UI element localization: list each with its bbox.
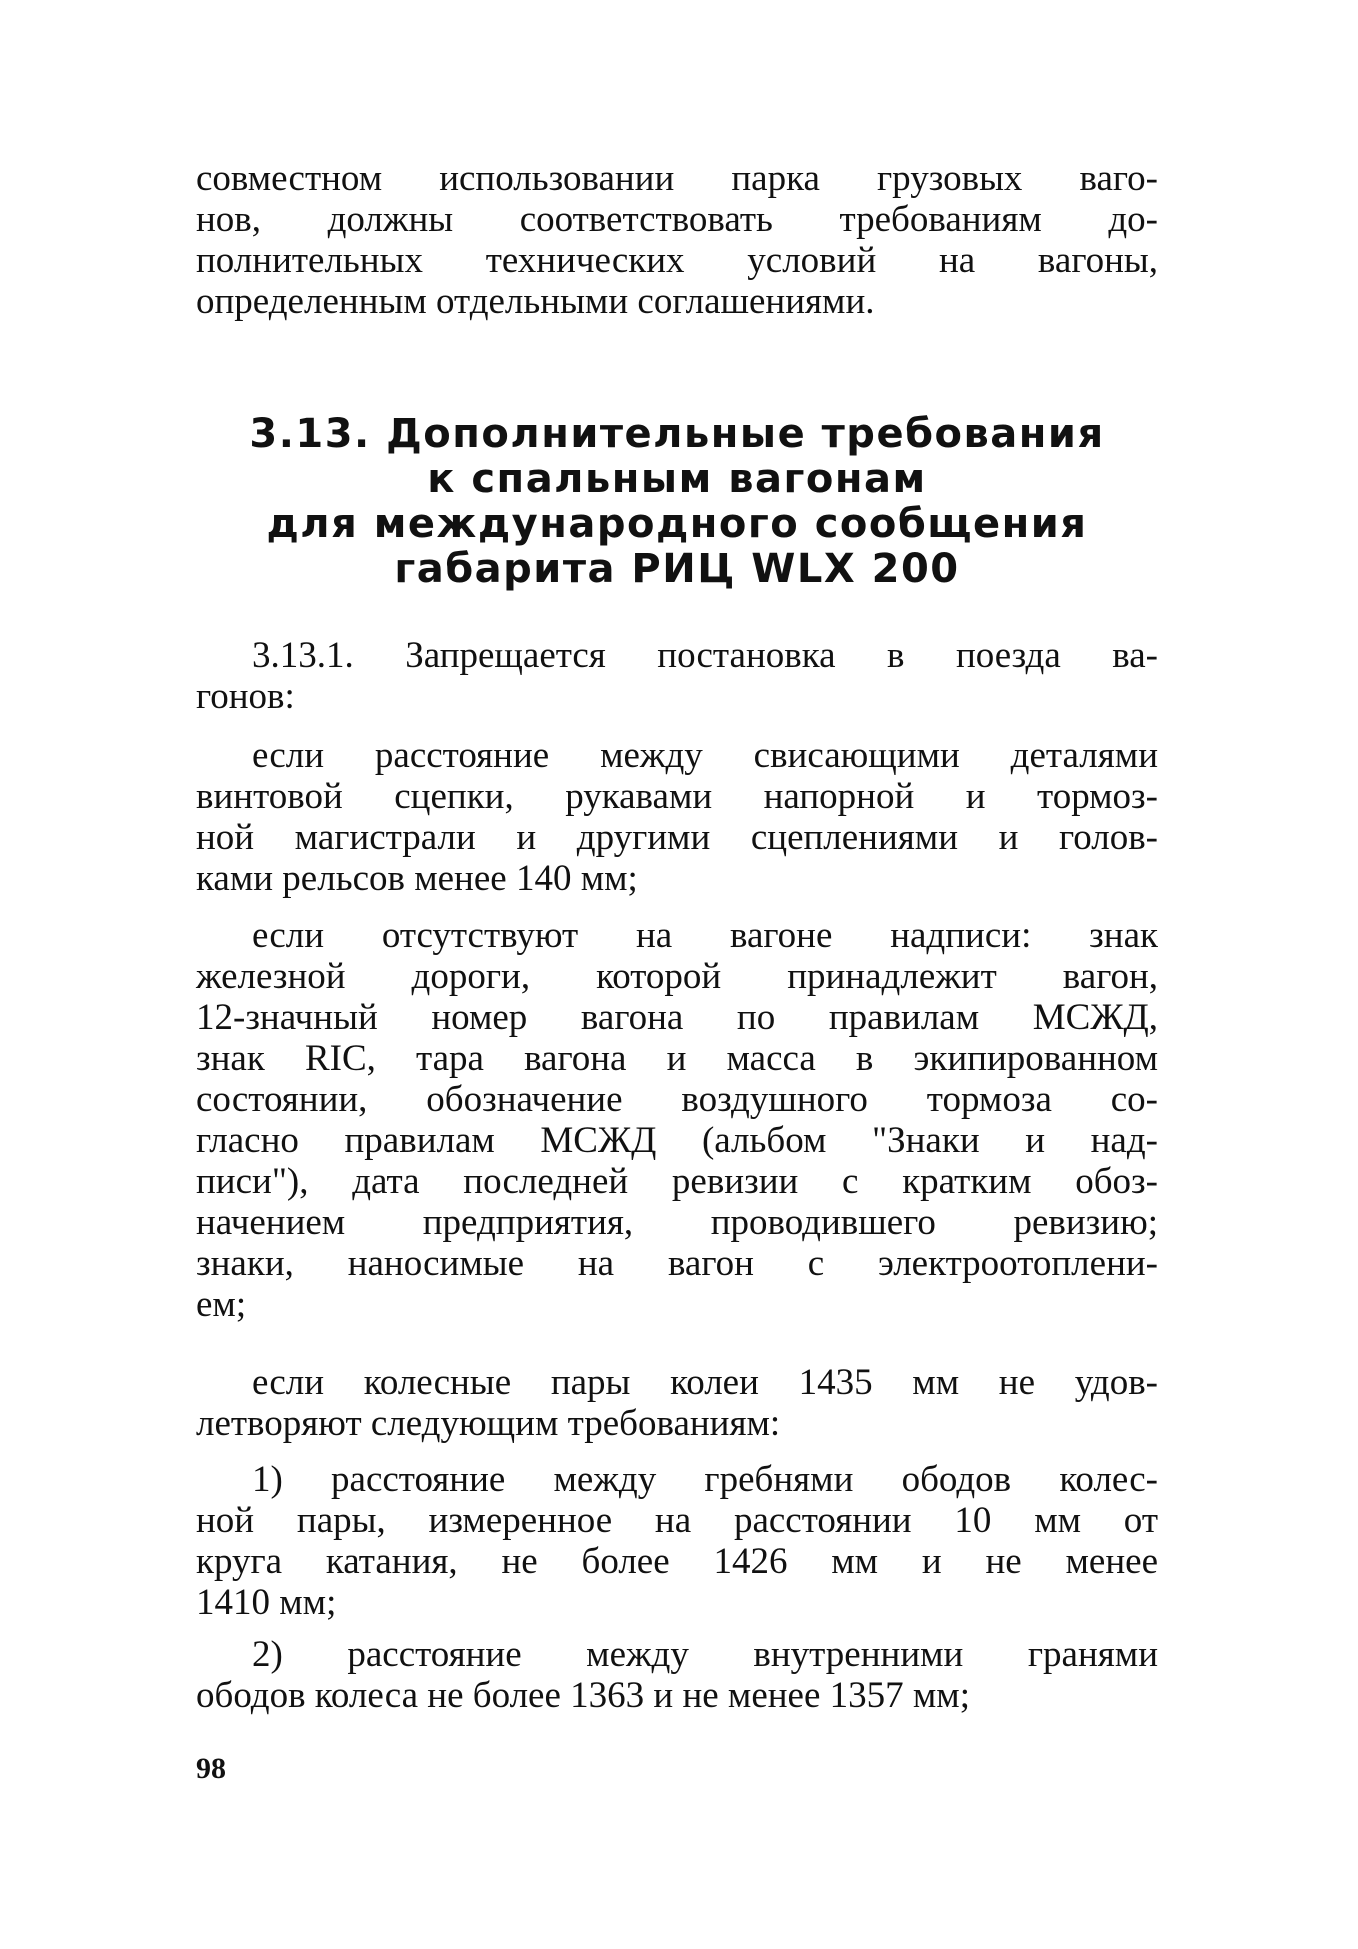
text-line: гонов: — [196, 676, 295, 717]
text-line: знак RIC, тара вагона и масса в экипированном — [196, 1038, 1158, 1079]
text-line: совместном использовании парка грузовых ваго- — [196, 158, 1158, 199]
text-line: гласно правилам МСЖД (альбом "Знаки и над- — [196, 1120, 1158, 1161]
text-line: 12-значный номер вагона по правилам МСЖД, — [196, 997, 1158, 1038]
paragraph-3-13-1 — [196, 635, 1158, 717]
heading-line: к спальным вагонам — [427, 456, 927, 502]
text-line: начением предприятия, проводившего ревизию; — [196, 1202, 1158, 1243]
paragraph-wheelsets — [196, 1362, 1158, 1444]
text-line: ободов колеса не более 1363 и не менее 1357 мм; — [196, 1675, 971, 1716]
text-line: определенным отдельными соглашениями. — [196, 281, 875, 322]
text-line: нов, должны соответствовать требованиям до- — [196, 199, 1158, 240]
requirement-1 — [196, 1459, 1158, 1623]
text-line: если колесные пары колеи 1435 мм не удов- — [252, 1362, 1158, 1403]
text-line: состоянии, обозначение воздушного тормоза со- — [196, 1079, 1158, 1120]
text-line: круга катания, не более 1426 мм и не менее — [196, 1541, 1158, 1582]
text-line: 1) расстояние между гребнями ободов колес- — [252, 1459, 1158, 1500]
heading-line: габарита РИЦ WLX 200 — [394, 546, 960, 592]
text-line: знаки, наносимые на вагон с электроотоплени- — [196, 1243, 1158, 1284]
text-line: полнительных технических условий на вагоны, — [196, 240, 1158, 281]
text-line: ной магистрали и другими сцеплениями и голов- — [196, 817, 1158, 858]
text-line: ной пары, измеренное на расстоянии 10 мм от — [196, 1500, 1158, 1541]
text-line: писи"), дата последней ревизии с кратким обоз- — [196, 1161, 1158, 1202]
text-line: ем; — [196, 1284, 247, 1325]
text-line: 3.13.1. Запрещается постановка в поезда ва- — [252, 635, 1158, 676]
page-number: 98 — [196, 1752, 226, 1785]
paragraph-clearance — [196, 735, 1158, 899]
intro-paragraph — [196, 158, 1158, 322]
text-line: 2) расстояние между внутренними гранями — [252, 1634, 1158, 1675]
text-line: 1410 мм; — [196, 1582, 337, 1623]
text-line: если отсутствуют на вагоне надписи: знак — [252, 915, 1158, 956]
text-line: ками рельсов менее 140 мм; — [196, 858, 638, 899]
heading-line: для международного сообщения — [266, 501, 1088, 547]
text-line: винтовой сцепки, рукавами напорной и тормоз- — [196, 776, 1158, 817]
text-line: если расстояние между свисающими деталями — [252, 735, 1158, 776]
section-heading — [196, 412, 1158, 592]
paragraph-markings — [196, 915, 1158, 1325]
requirement-2 — [196, 1634, 1158, 1716]
heading-line: 3.13. Дополнительные требования — [249, 411, 1105, 457]
text-line: летворяют следующим требованиям: — [196, 1403, 781, 1444]
text-line: железной дороги, которой принадлежит вагон, — [196, 956, 1158, 997]
